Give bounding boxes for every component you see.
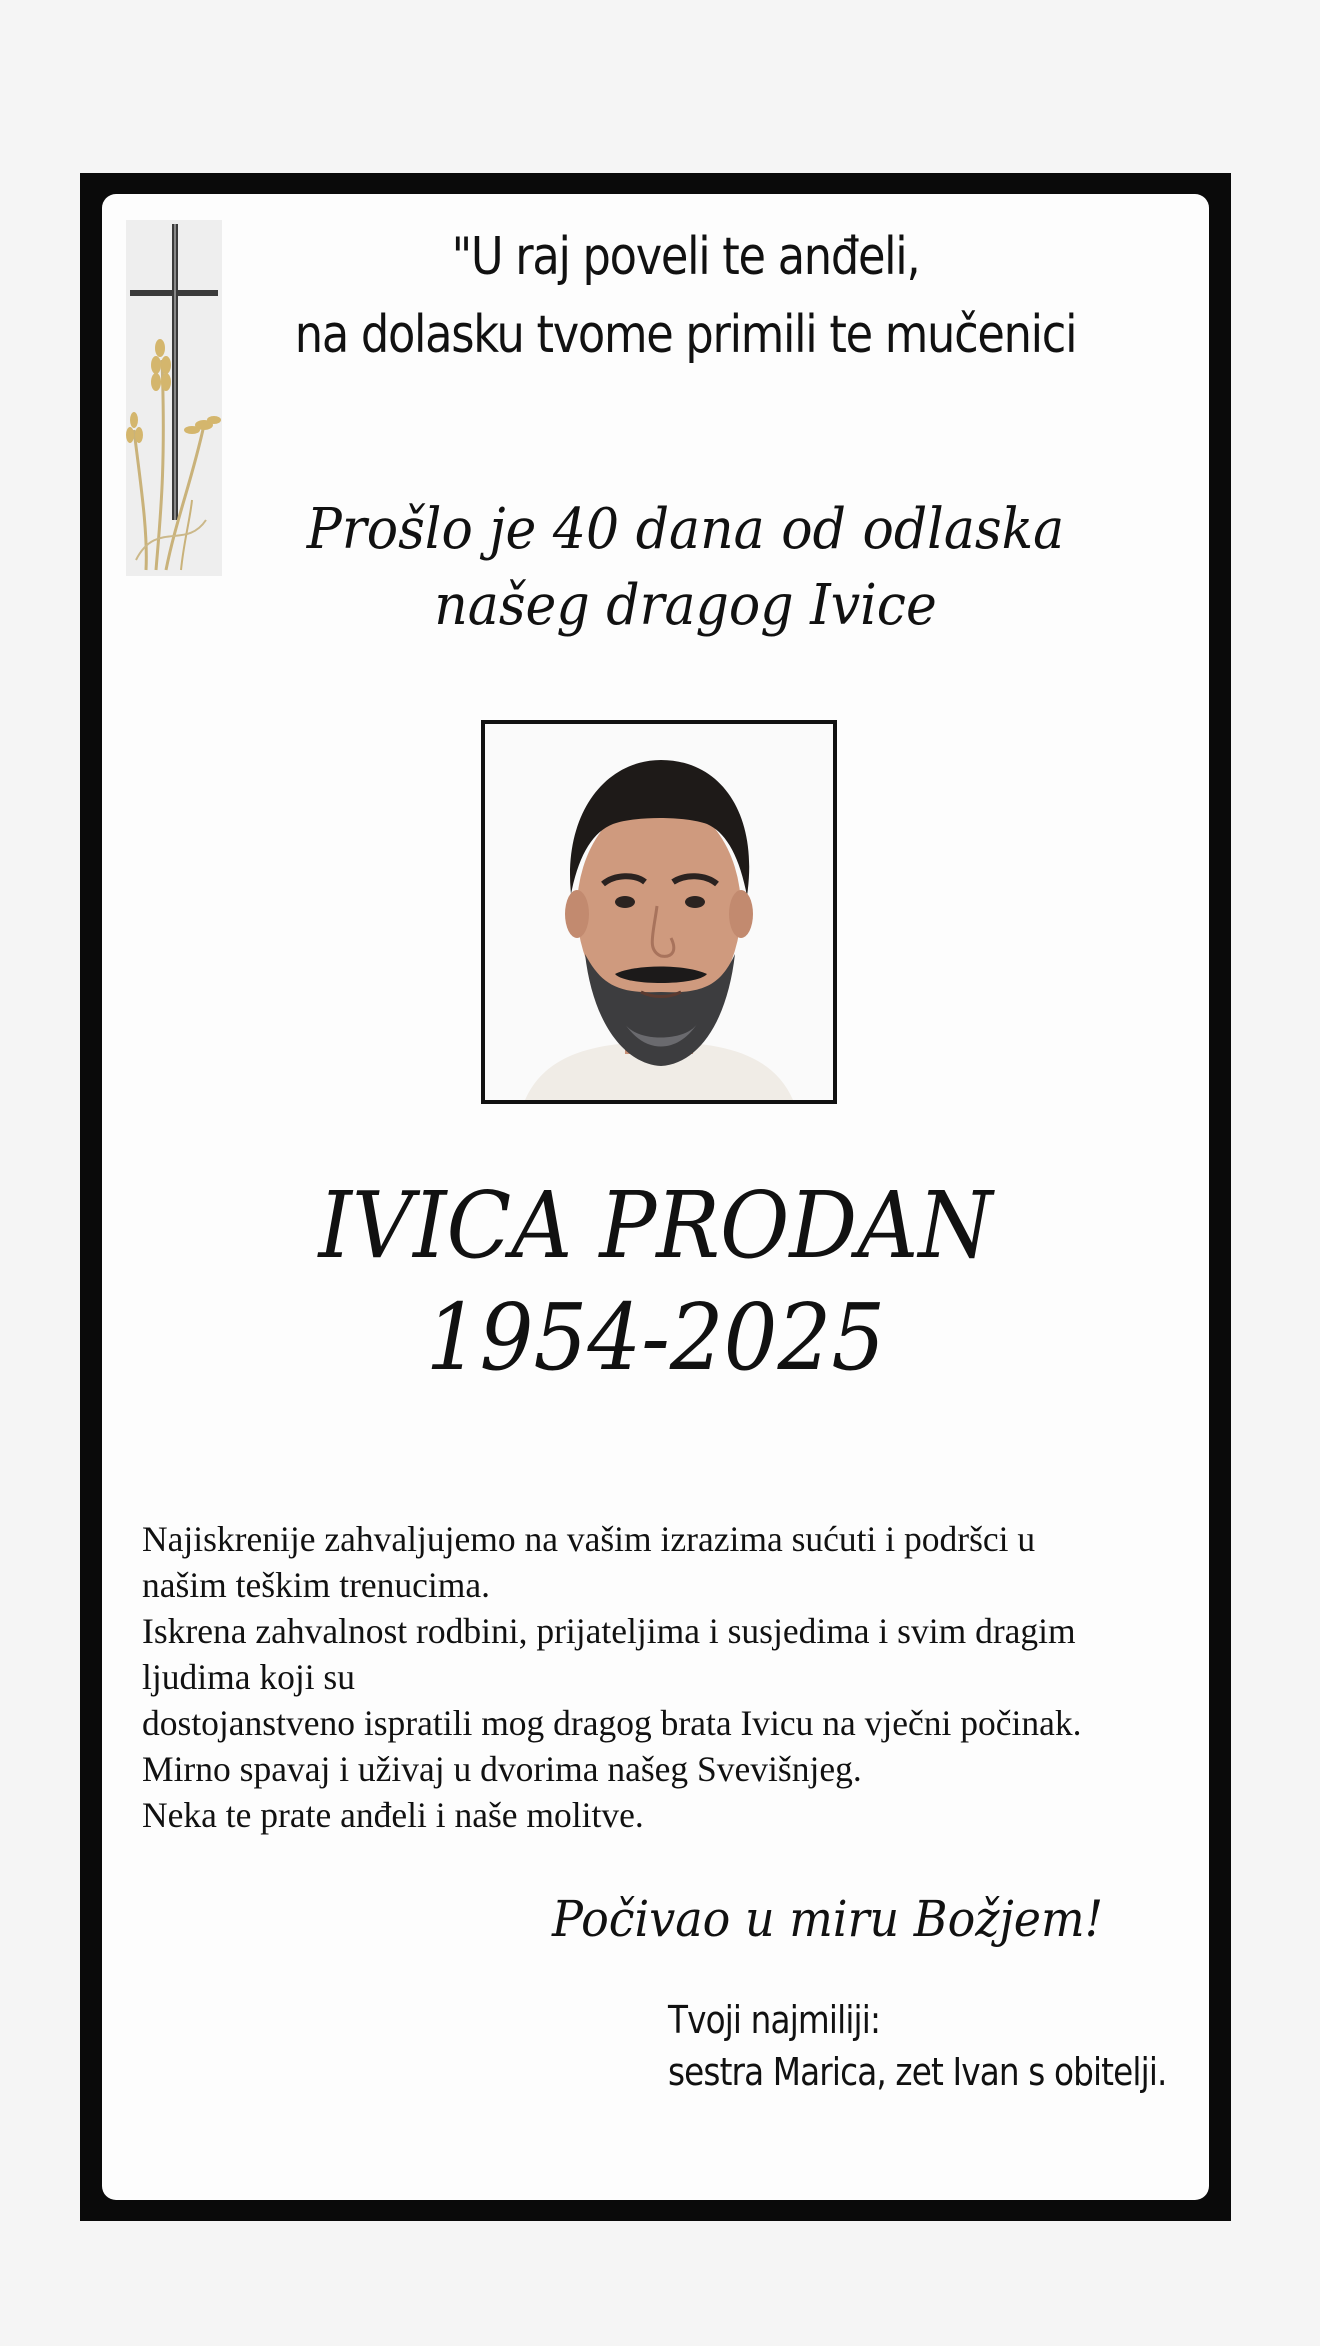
message-line: Najiskrenije zahvaljujemo na vašim izrazima sućuti i podršci u (142, 1519, 1036, 1559)
obituary-card (102, 194, 1209, 2200)
intro-line-1: Prošlo je 40 dana od odlaska (306, 497, 1065, 562)
rest-in-peace-text: Počivao u miru Božjem! (552, 1890, 1104, 1948)
message-line: našim teškim trenucima. (142, 1565, 491, 1605)
opening-quote (235, 218, 1135, 374)
message-line: Mirno spavaj i uživaj u dvorima našeg Svevišnjeg. (142, 1749, 862, 1789)
intro-line-2: našeg dragog Ivice (434, 573, 937, 638)
portrait-photo (481, 720, 837, 1104)
signature-line-1: Tvoji najmiliji: (668, 1998, 881, 2042)
intro-text (199, 492, 1173, 644)
message-line: dostojanstveno ispratili mog dragog brata Ivicu na vječni počinak. (142, 1703, 1082, 1743)
message-line: ljudima koji su (142, 1657, 355, 1697)
thank-you-message (142, 1516, 1202, 1838)
signature-block (668, 1994, 1167, 2098)
signature-line-2: sestra Marica, zet Ivan s obitelji. (668, 2050, 1167, 2094)
quote-line-2: na dolasku tvome primili te mučenici (294, 305, 1077, 365)
message-line: Neka te prate anđeli i naše molitve. (142, 1795, 644, 1835)
message-line: Iskrena zahvalnost rodbini, prijateljima i susjedima i svim dragim (142, 1611, 1076, 1651)
deceased-years: 1954-2025 (425, 1284, 886, 1391)
deceased-name: IVICA PRODAN (318, 1172, 993, 1279)
quote-line-1: "U raj poveli te anđeli, (451, 227, 920, 287)
